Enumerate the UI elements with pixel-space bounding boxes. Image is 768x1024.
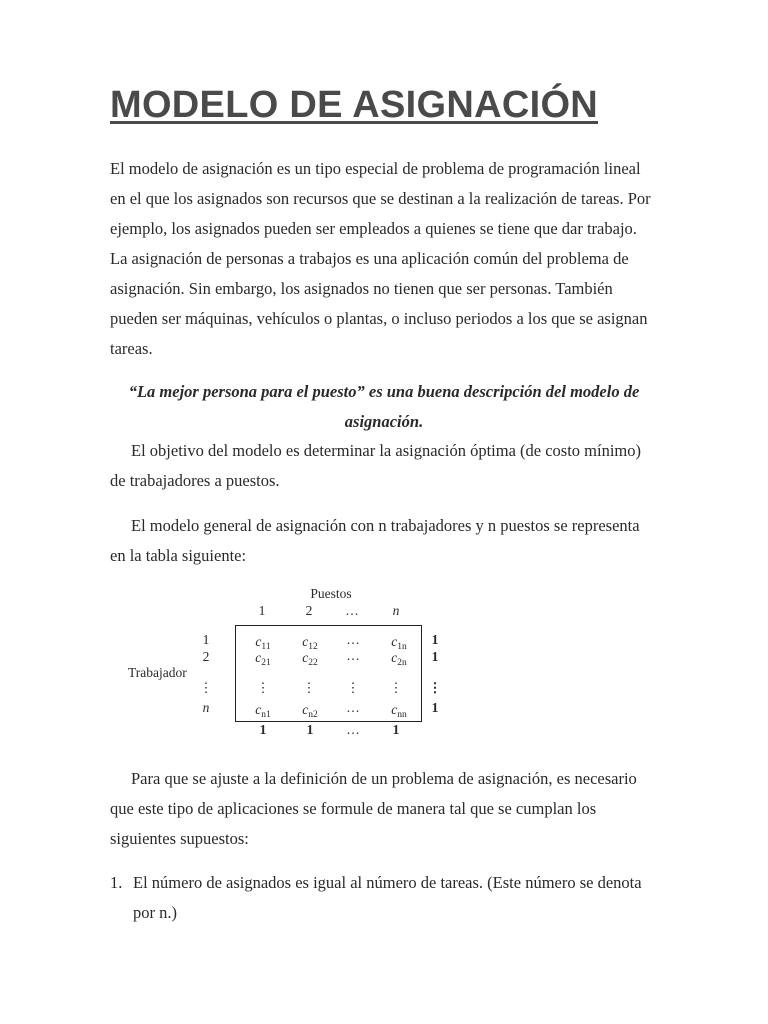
cost-cell: ⋮: [302, 680, 316, 695]
cost-cell: $c_{21}$: [255, 650, 271, 668]
cost-cell: …: [346, 700, 360, 715]
column-label: n: [392, 603, 400, 618]
table-row-header: Trabajador: [128, 665, 187, 680]
column-label: 2: [305, 603, 313, 618]
row-label: 2: [202, 649, 210, 664]
list-item-number: 1.: [110, 873, 123, 892]
column-sum: 1: [392, 722, 400, 737]
row-label: n: [202, 700, 210, 715]
cost-cell: $c_{nn}$: [391, 702, 407, 720]
cost-cell: $c_{22}$: [302, 650, 318, 668]
objective-paragraph: El objetivo del modelo es determinar la asignación óptima (de costo mínimo) de trabajadores a puestos.: [110, 441, 641, 490]
row-label: 1: [202, 632, 210, 647]
column-sum: 1: [306, 722, 314, 737]
table-column-header: Puestos: [310, 586, 352, 601]
cost-cell: $c_{2n}$: [391, 650, 407, 668]
cost-cell: $c_{n2}$: [302, 702, 318, 720]
cost-cell: ⋮: [346, 680, 360, 695]
row-sum: 1: [431, 649, 439, 664]
intro-paragraph: El modelo de asignación es un tipo especial de problema de programación lineal en el que los asignados son recursos que se destinan a la realización de tareas. Por ejemplo, los asignados pueden ser empleados a quienes se tiene que dar trabajo. La asignación de personas a trabajos es una aplicación común del problema de asignación. Sin embargo, los asignados no tienen que ser personas. También pueden ser máquinas, vehículos o plantas, o incluso periodos a los que se asignan tareas.: [110, 159, 651, 358]
matrix-box: [235, 625, 422, 722]
column-label: …: [345, 603, 359, 618]
quote-paragraph: “La mejor persona para el puesto” es una buena descripción del modelo de asignación.: [128, 382, 640, 431]
row-sum: ⋮: [428, 680, 442, 695]
cost-cell: $c_{n1}$: [255, 702, 271, 720]
row-sum: 1: [431, 700, 439, 715]
cost-cell: $c_{11}$: [255, 634, 271, 652]
column-label: 1: [258, 603, 266, 618]
cost-cell: …: [346, 648, 360, 663]
cost-cell: ⋮: [389, 680, 403, 695]
assumptions-paragraph: Para que se ajuste a la definición de un problema de asignación, es necesario que este tipo de aplicaciones se formule de manera tal que se cumplan los siguientes supuestos:: [110, 769, 637, 848]
cost-cell: ⋮: [256, 680, 270, 695]
cost-cell: $c_{1n}$: [391, 634, 407, 652]
page-title: MODELO DE ASIGNACIÓN: [110, 84, 599, 126]
cost-cell: $c_{12}$: [302, 634, 318, 652]
general-model-paragraph: El modelo general de asignación con n trabajadores y n puestos se representa en la tabla siguiente:: [110, 516, 640, 565]
column-sum: 1: [259, 722, 267, 737]
column-sum: …: [346, 722, 360, 737]
cost-cell: …: [346, 632, 360, 647]
list-item: [110, 868, 658, 928]
row-sum: 1: [431, 632, 439, 647]
row-label: ⋮: [199, 680, 213, 695]
list-item-text: El número de asignados es igual al número de tareas. (Este número se denota por n.): [133, 873, 642, 922]
